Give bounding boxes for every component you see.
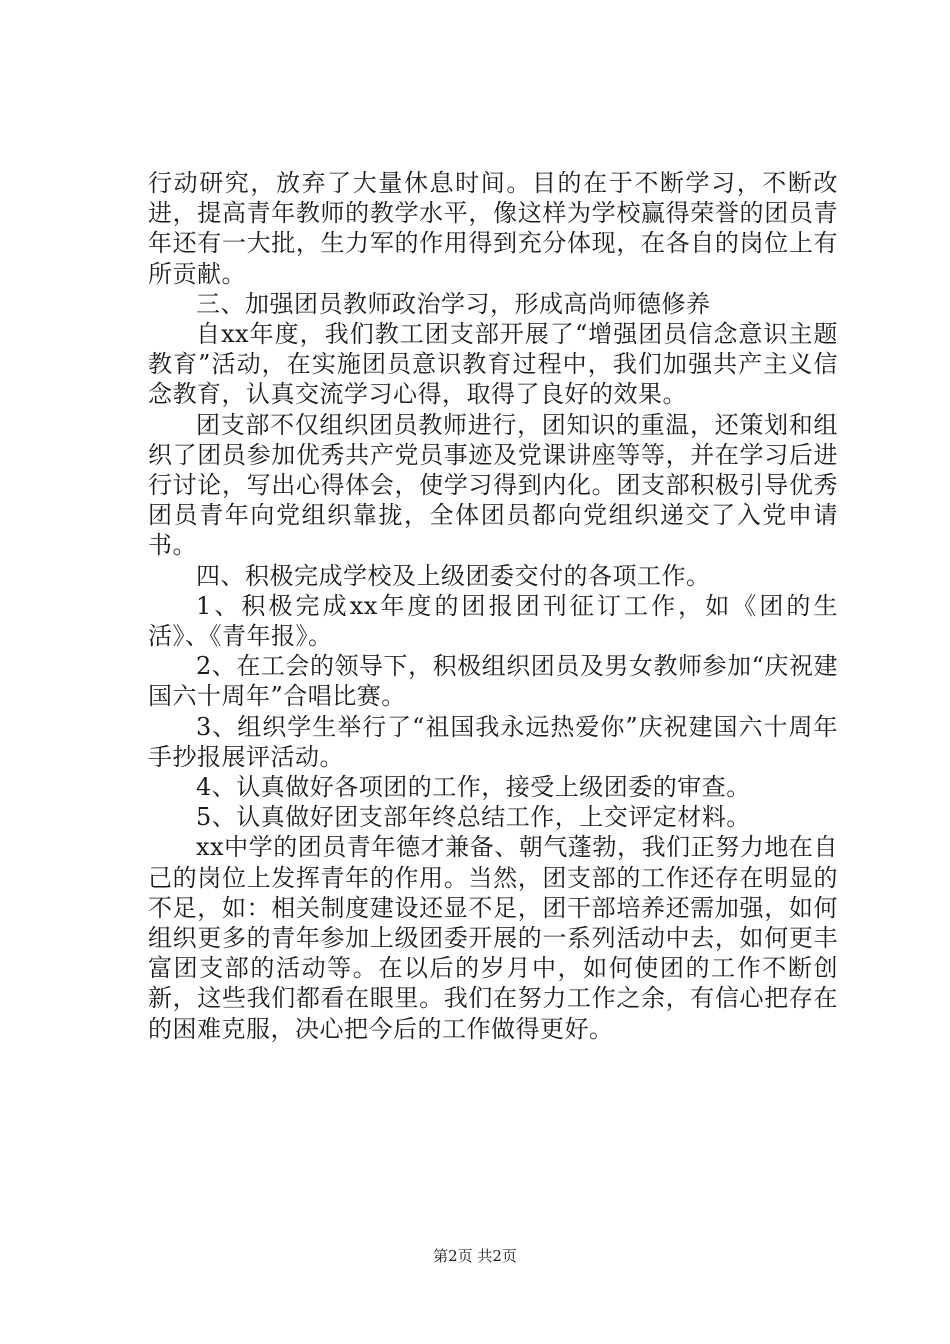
document-body — [148, 168, 838, 1044]
paragraph: 行动研究，放弃了大量休息时间。目的在于不断学习，不断改进，提高青年教师的教学水平，像这样为学校赢得荣誉的团员青年还有一大批，生力军的作用得到充分体现，在各自的岗位上有所贡献。 — [148, 169, 838, 288]
paragraph: xx中学的团员青年德才兼备、朝气蓬勃，我们正努力地在自己的岗位上发挥青年的作用。当然，团支部的工作还存在明显的不足，如：相关制度建设还显不足，团干部培养还需加强，如何组织更多的青年参加上级团委开展的一系列活动中去，如何更丰富团支部的活动等。在以后的岁月中，如何使团的工作不断创新，这些我们都看在眼里。我们在努力工作之余，有信心把存在的困难克服，决心把今后的工作做得更好。 — [148, 833, 838, 1043]
list-item: 1、积极完成xx年度的团报团刊征订工作，如《团的生活》、《青年报》。 — [148, 591, 838, 651]
list-item: 2、在工会的领导下，积极组织团员及男女教师参加“庆祝建国六十周年”合唱比赛。 — [148, 652, 838, 711]
section-heading: 三、加强团员教师政治学习，形成高尚师德修养 — [196, 289, 711, 318]
page-number-footer: 第2页 共2页 — [433, 1247, 517, 1265]
list-item: 3、组织学生举行了“祖国我永远热爱你”庆祝建国六十周年手抄报展评活动。 — [148, 712, 838, 771]
list-item: 5、认真做好团支部年终总结工作，上交评定材料。 — [196, 803, 751, 832]
paragraph: 自xx年度，我们教工团支部开展了“增强团员信念意识主题教育”活动，在实施团员意识教育过程中，我们加强共产主义信念教育，认真交流学习心得，取得了良好的效果。 — [148, 320, 838, 409]
section-heading: 四、积极完成学校及上级团委交付的各项工作。 — [196, 561, 711, 590]
list-item: 4、认真做好各项团的工作，接受上级团委的审查。 — [196, 773, 751, 802]
paragraph: 团支部不仅组织团员教师进行，团知识的重温，还策划和组织了团员参加优秀共产党员事迹及党课讲座等等，并在学习后进行讨论，写出心得体会，使学习得到内化。团支部积极引导优秀团员青年向党组织靠拢，全体团员都向党组织递交了入党申请书。 — [148, 410, 838, 560]
